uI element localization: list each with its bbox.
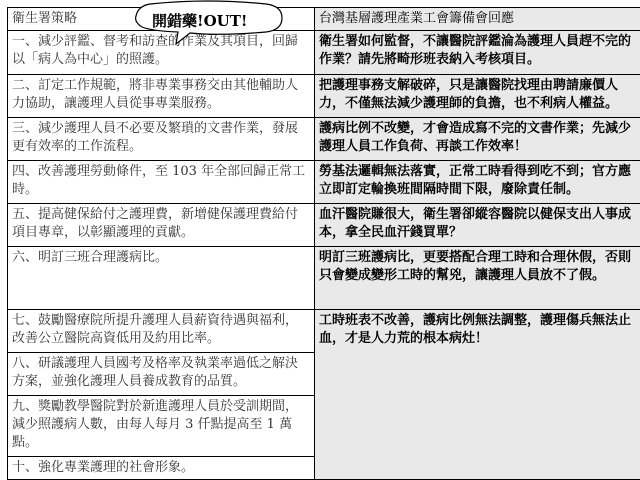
response-cell: 把護理事務支解破碎，只是讓醫院找理由聘請廉價人力，不僅無法減少護理師的負擔，也不利病人權益。	[315, 75, 640, 118]
policy-cell: 八、研議護理人員國考及格率及執業率過低之解決方案，並強化護理人員養成教育的品質。	[8, 353, 315, 396]
table-row	[8, 310, 640, 353]
policy-response-table	[7, 7, 640, 480]
policy-cell: 七、鼓勵醫療院所提升護理人員薪資待遇與福利，改善公立醫院高資低用及約用比率。	[8, 310, 315, 353]
table-row	[8, 161, 640, 204]
response-cell: 血汗醫院賺很大，衛生署卻縱容醫院以健保支出人事成本，拿全民血汗錢買單？	[315, 204, 640, 247]
table-row	[8, 204, 640, 247]
policy-cell: 六、明訂三班合理護病比。	[8, 247, 315, 310]
table-row	[8, 118, 640, 161]
response-cell: 衛生署如何監督，不讓醫院評鑑淪為護理人員趕不完的作業？請先將畸形班表納入考核項目。	[315, 31, 640, 75]
header-left: 衛生署策略	[8, 8, 315, 31]
policy-cell: 三、減少護理人員不必要及繁瑣的文書作業，發展更有效率的工作流程。	[8, 118, 315, 161]
merged-response-cell: 工時班表不改善，護病比例無法調整，護理傷兵無法止血，才是人力荒的根本病灶！	[315, 310, 640, 480]
speech-bubble	[130, 0, 286, 46]
response-cell: 勞基法邏輯無法落實，正常工時看得到吃不到；官方應立即訂定輪換班間隔時間下限，廢除責任制。	[315, 161, 640, 204]
response-cell: 護病比例不改變，才會造成寫不完的文書作業；先減少護理人員工作負荷、再談工作效率！	[315, 118, 640, 161]
policy-cell: 十、強化專業護理的社會形象。	[8, 457, 315, 480]
table-row	[8, 75, 640, 118]
policy-cell: 四、改善護理勞動條件，至 103 年全部回歸正常工時。	[8, 161, 315, 204]
response-cell: 明訂三班護病比，更要搭配合理工時和合理休假，否則只會變成變形工時的幫兇，讓護理人員放不了假。	[315, 247, 640, 310]
table-row	[8, 247, 640, 310]
table-row	[8, 31, 640, 75]
table-header-row	[8, 8, 640, 31]
policy-cell: 二、訂定工作規範，將非專業事務交由其他輔助人力協助，讓護理人員從事專業服務。	[8, 75, 315, 118]
header-right: 台灣基層護理產業工會籌備會回應	[315, 8, 640, 31]
bubble-text: 開錯藥!OUT!	[152, 10, 272, 31]
policy-cell: 九、獎勵教學醫院對於新進護理人員於受訓期間，減少照護病人數，由每人每月 3 仟點提高至 1 萬點。	[8, 396, 315, 457]
policy-cell: 一、減少評鑑、督考和訪查的作業及其項目，回歸以「病人為中心」的照護。	[8, 31, 315, 75]
policy-cell: 五、提高健保給付之護理費，新增健保護理費給付項目專章，以彰顯護理的貢獻。	[8, 204, 315, 247]
